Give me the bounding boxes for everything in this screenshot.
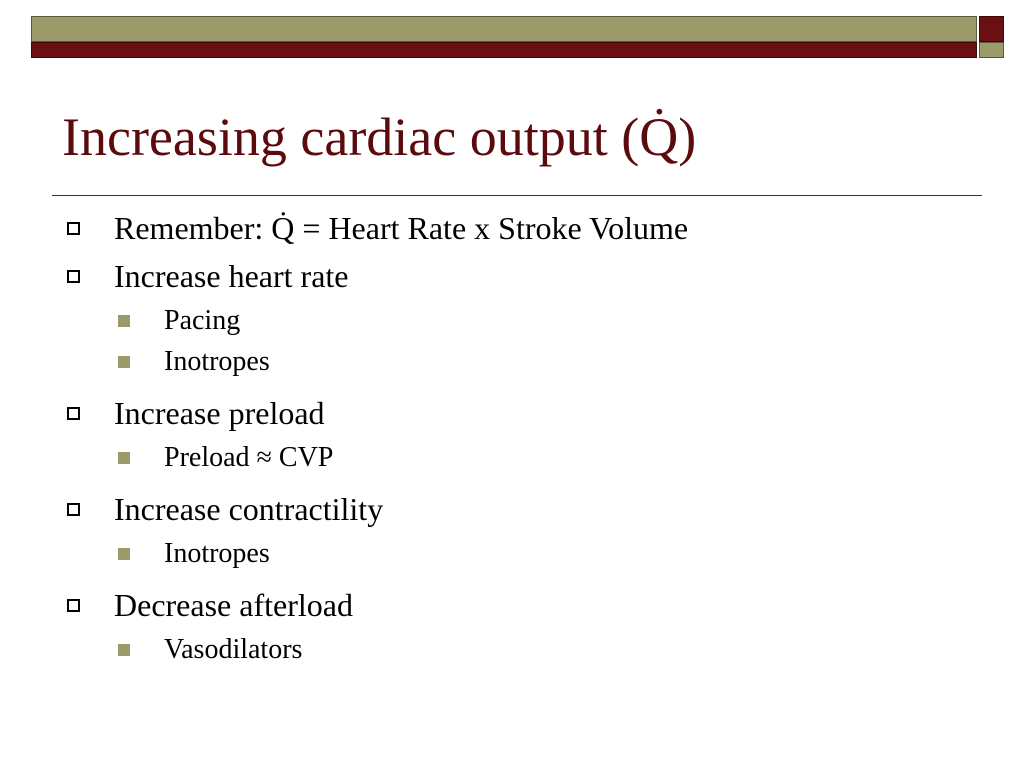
bullet-item (0, 485, 1024, 533)
corner-olive-square (979, 42, 1004, 58)
hollow-square-icon (67, 503, 80, 516)
slide-title: Increasing cardiac output (Q̇) (62, 107, 697, 167)
sub-bullet-item (0, 437, 1024, 485)
bullet-item (0, 389, 1024, 437)
filled-square-icon (118, 356, 130, 368)
hollow-square-icon (67, 407, 80, 420)
bullet-list (0, 204, 1024, 670)
sub-bullet-item (0, 341, 1024, 389)
sub-bullet-text: Inotropes (164, 538, 270, 569)
bullet-item (0, 581, 1024, 629)
bullet-item (0, 204, 1024, 252)
corner-maroon-square (979, 16, 1004, 42)
filled-square-icon (118, 315, 130, 327)
hollow-square-icon (67, 270, 80, 283)
sub-bullet-item (0, 300, 1024, 341)
hollow-square-icon (67, 222, 80, 235)
bullet-text: Increase contractility (114, 491, 384, 527)
filled-square-icon (118, 644, 130, 656)
bullet-text: Decrease afterload (114, 587, 353, 623)
sub-bullet-text: Inotropes (164, 346, 270, 377)
bullet-item (0, 252, 1024, 300)
hollow-square-icon (67, 599, 80, 612)
bullet-text: Increase preload (114, 395, 325, 431)
top-olive-bar (31, 16, 977, 42)
top-maroon-bar (31, 42, 977, 58)
bullet-text: Increase heart rate (114, 258, 349, 294)
filled-square-icon (118, 452, 130, 464)
sub-bullet-text: Pacing (164, 305, 241, 336)
sub-bullet-text: Vasodilators (164, 634, 303, 665)
sub-bullet-text: Preload ≈ CVP (164, 442, 334, 473)
title-divider (52, 195, 982, 196)
sub-bullet-item (0, 533, 1024, 581)
sub-bullet-item (0, 629, 1024, 670)
filled-square-icon (118, 548, 130, 560)
bullet-text: Remember: Q̇ = Heart Rate x Stroke Volume (114, 210, 689, 246)
